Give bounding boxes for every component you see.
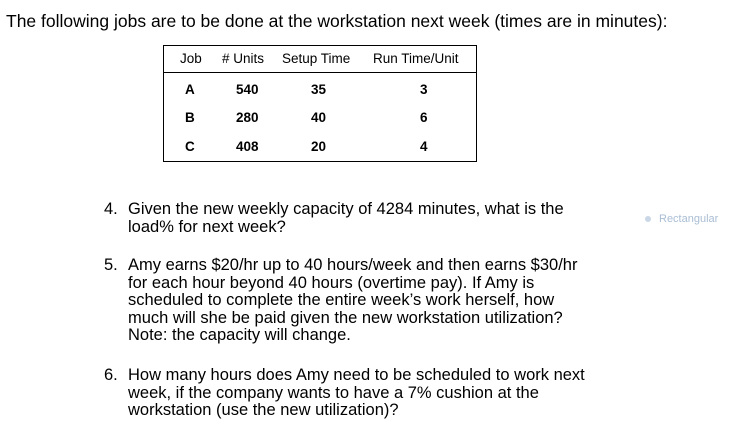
cell-units: 540 — [236, 82, 259, 97]
table-row — [164, 132, 476, 162]
intro-text: The following jobs are to be done at the workstation next week (times are in minutes): — [6, 11, 668, 31]
header-units: # Units — [222, 51, 265, 66]
question-line: week, if the company wants to have a 7% cushion at the — [128, 383, 539, 402]
header-job: Job — [180, 51, 202, 66]
question-line: for each hour beyond 40 hours (overtime pay). If Amy is — [128, 273, 535, 292]
rectangular-tag[interactable] — [645, 213, 718, 225]
question-line: How many hours does Amy need to be scheduled to work next — [128, 366, 585, 384]
cell-job: A — [185, 82, 195, 97]
cell-units: 280 — [236, 110, 259, 125]
question-line: Amy earns $20/hr up to 40 hours/week and then earns $30/hr — [128, 256, 578, 274]
cell-job: C — [185, 139, 195, 154]
question-line: Given the new weekly capacity of 4284 minutes, what is the — [128, 200, 564, 218]
question-number: 4. — [104, 200, 118, 218]
table-row — [164, 75, 476, 105]
cell-run-time: 3 — [420, 82, 428, 97]
question-text — [128, 257, 577, 345]
jobs-table — [163, 45, 477, 162]
cell-run-time: 6 — [420, 110, 428, 125]
question-text — [128, 367, 585, 420]
cell-run-time: 4 — [420, 139, 428, 154]
table-row — [164, 103, 476, 133]
circle-icon — [645, 216, 651, 222]
question-line: load% for next week? — [128, 217, 286, 236]
question-line: much will she be paid given the new workstation utilization? — [128, 308, 563, 327]
question-line: scheduled to complete the entire week’s work herself, how — [128, 291, 555, 309]
question-number: 5. — [104, 256, 118, 274]
question-text — [128, 201, 564, 236]
cell-setup-time: 35 — [311, 82, 327, 97]
rectangular-tag-label: Rectangular — [659, 213, 719, 225]
cell-setup-time: 20 — [311, 139, 327, 154]
question-line: workstation (use the new utilization)? — [128, 401, 399, 419]
table-header-row — [164, 46, 476, 73]
header-setup-time: Setup Time — [282, 51, 351, 66]
question-line: Note: the capacity will change. — [128, 326, 351, 344]
header-run-time: Run Time/Unit — [373, 51, 459, 66]
cell-units: 408 — [236, 139, 259, 154]
cell-job: B — [185, 110, 195, 125]
cell-setup-time: 40 — [311, 110, 327, 125]
question-number: 6. — [104, 366, 118, 384]
